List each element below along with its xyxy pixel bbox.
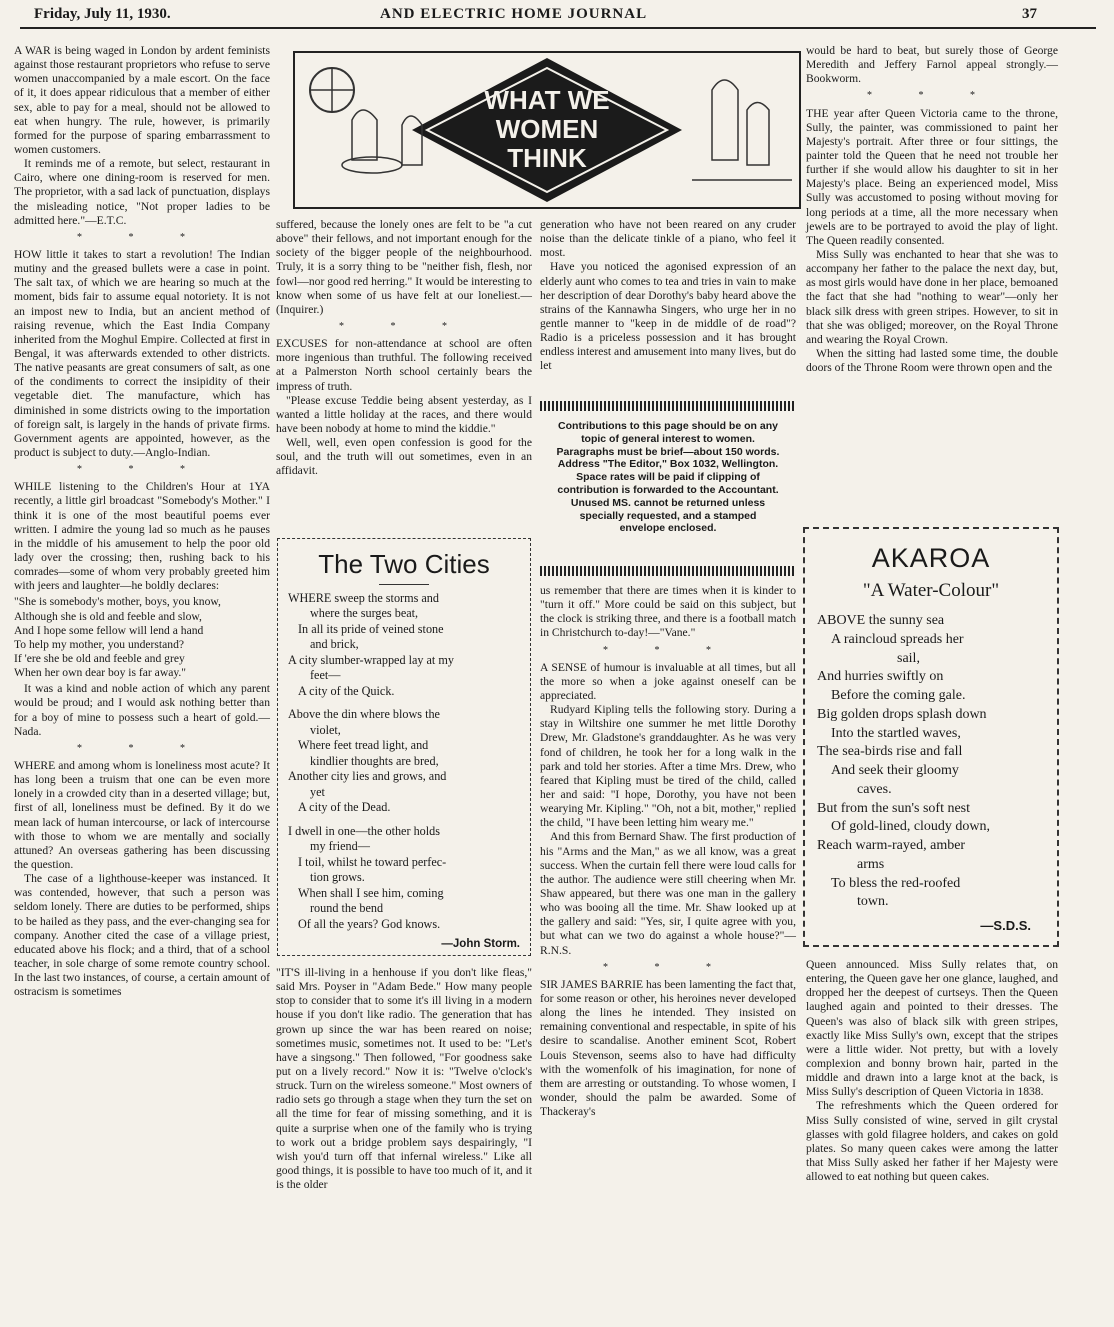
mother-verse	[14, 595, 270, 680]
stanza-gap	[288, 816, 520, 824]
article-kipling: Rudyard Kipling tells the following story. During a stay in Wiltshire one summer he met little Dorothy Drew, Mr. Gladstone's granddaughter. As he was very fond of children, he took her for a long walk in the park and told her stories. After a time Mrs. Drew, who feared that Kipling must be tired of the child, called her and said: "I hope, Dorothy, you have not been wearying Mr. Kipling." "Oh, not a bit, mother," replied the child, "I have been letting him weary me."	[540, 703, 796, 830]
article-remember: us remember that there are times when it is kinder to "turn it off." More could be said on this subject, but the clock is striking three, and there is a football match in Christchurch to-day!—"Vane."	[540, 584, 796, 640]
article-aunt: Have you noticed the agonised expression of an elderly aunt who comes to tea and tries in vain to make her description of dear Dorothy's baby heard above the strains of the Kannawha Singers, who urge her in no gentle manner to "keep in de middle of de road"? Radio is a priceless possession and it has brought endless interest and amusement into many lives, but do let	[540, 260, 796, 373]
verse-line: When her own dear boy is far away."	[14, 666, 187, 680]
article-well: Well, well, even open confession is good for the soul, and the truth will out sometimes, even in an affidavit.	[276, 436, 532, 478]
article-feminists: A WAR is being waged in London by ardent feminists against those restaurant proprietors who refuse to serve women unaccompanied by a male escort. On the face of it, it does appear ridiculous that a member of either sex, able to pay for a meal, should not be allowed to eat when hungry. The rule, however, is primarily formed for the purpose of sparing embarrassment to women customers.	[14, 44, 270, 156]
poem-two-cities-lines	[288, 591, 520, 932]
poem-line: sail,	[897, 650, 920, 666]
divider-stars: * * *	[77, 231, 207, 243]
column-4	[806, 44, 1058, 375]
verse-line: To help my mother, you understand?	[14, 637, 185, 651]
poem-line: town.	[857, 894, 889, 910]
column-2	[276, 218, 532, 479]
divider-stars: * * *	[867, 90, 997, 102]
poem-line: Where feet tread light, and	[298, 738, 429, 753]
poem-line: I dwell in one—the other holds	[288, 823, 440, 838]
poem-line: kindlier thoughts are bred,	[310, 753, 439, 768]
poem-line: violet,	[310, 722, 341, 737]
header-page-number: 37	[1022, 6, 1037, 22]
poem-line: where the surges beat,	[310, 606, 419, 621]
column-4-lower	[806, 958, 1058, 1184]
poem-line: A city of the Quick.	[298, 683, 395, 698]
divider-stars: * * *	[339, 320, 469, 332]
poem-line: But from the sun's soft nest	[817, 800, 971, 816]
article-cairo: It reminds me of a remote, but select, restaurant in Cairo, where one dining-room is reserved for men. The proprietor, with a sad lack of punctuation, displays the misleading notice, "Not proper ladies to be admitted here."—E.T.C.	[14, 157, 270, 227]
poem-line: tion grows.	[310, 870, 365, 885]
verse-line: Although she is old and feeble and slow,	[14, 609, 202, 623]
poem-line: A city slumber-wrapped lay at my	[288, 652, 454, 667]
poem-line: Above the din where blows the	[288, 707, 440, 722]
poem-line: Reach warm-rayed, amber	[817, 838, 966, 853]
stanza-gap	[288, 699, 520, 707]
article-generation: generation who have not been reared on any cruder noise than the delicate tinkle of a piano, who feel it most.	[540, 218, 796, 260]
poem-line: Into the startled waves,	[831, 725, 961, 741]
banner-title: WHAT WE WOMEN THINK	[484, 85, 610, 173]
poem-line: arms	[857, 856, 885, 872]
divider-stars: * * *	[77, 742, 207, 754]
article-mother: WHILE listening to the Children's Hour at 1YA recently, a little girl broadcast "Somebody's Mother." I think it is one of the most beautiful poems ever written. I admire the young lad so much as he pauses in the middle of his amusement to help the poor old lady over the crossing; then, rushing back to his comrades—some of whom very probably greeted him with jeers and laughter—he boldly declares:	[14, 480, 270, 593]
poem-line: Of gold-lined, cloudy down,	[831, 819, 991, 835]
poem-line: caves.	[857, 781, 892, 797]
poem-line: And hurries swiftly on	[817, 669, 944, 685]
poem-line: I toil, whilst he toward perfec-	[298, 854, 447, 869]
column-3-lower	[540, 584, 796, 1119]
article-shaw: And this from Bernard Shaw. The first production of his "Arms and the Man," as we all know, was a great success. When the curtain fell there were loud calls for the author. The audience were still cheering when Mr. Shaw appeared, but there was one man in the gallery who was booing all the time. Mr. Shaw looked up at the gallery and said: "Yes, sir, I quite agree with you, but what can we two do against a whole house?"—R.N.S.	[540, 830, 796, 957]
article-sitting: When the sitting had lasted some time, the double doors of the Throne Room were thrown open and the	[806, 347, 1058, 375]
column-1	[14, 44, 270, 999]
article-henhouse: "IT'S ill-living in a henhouse if you don't like fleas," said Mrs. Poyser in "Adam Bede." How many people stop to consider that to some it's ill living in a modern house if you don't like radio. The generation that has grown up since the war has been reared on noise; sometimes music, sometimes not. It used to be: "Let's have a singsong." Then followed, "For goodness sake put on a lively record." Now it is: "Twelve o'clock's struck. Turn on the wireless someone." Most owners of radio sets go through a stage when they turn the set on all the time for fear of missing something, and it is quite a surprise when one of the family who is trying to work out a bridge problem says despairingly, "I wish you'd turn off that infernal wireless." Like all good things, it is possible to have too much of it, and it is the older	[276, 966, 532, 1192]
divider-stars: * * *	[603, 961, 733, 973]
article-humour: A SENSE of humour is invaluable at all times, but all the more so when a joke against oneself can be appreciated.	[540, 660, 796, 703]
poem-line: ABOVE the sunny sea	[817, 613, 945, 628]
poem-line: When shall I see him, coming	[298, 885, 444, 900]
poem-two-cities-title: The Two Cities	[318, 549, 490, 579]
poem-line: round the bend	[310, 901, 384, 916]
article-salt: HOW little it takes to start a revolution! The Indian mutiny and the greased bullets were a case in point. The salt tax, of which we are hearing so much at the moment, bids fair to assume equal notoriety. It is not an impost new to India, but an ancient method of raising revenue, which the East India Company inherited from the Moghul Empire. Collected at first in Bengal, it was afterwards extended to other districts. The native peasants are great consumers of salt, as one of the condiments to correct the insipidity of their vegetable diet. The manufacture, which has diminished in some districts owing to the importation of foreign salt, is largely in the hands of private firms. Government agents are appointed, however, as the product is subject to duty.—Anglo-Indian.	[14, 248, 270, 459]
poem-line: Before the coming gale.	[831, 688, 966, 703]
header-journal-title: AND ELECTRIC HOME JOURNAL	[380, 6, 648, 22]
column-2-lower	[276, 966, 532, 1192]
article-teddie: "Please excuse Teddie being absent yesterday, as I wanted a little holiday at the races, and there would have been nobody at home to mind the kiddie."	[276, 393, 532, 436]
article-lighthouse: The case of a lighthouse-keeper was instanced. It was contended, however, that such a person was seldom lonely. There are duties to be performed, ships to be hailed as they pass, and the ever-changing sea for company. Another cited the case of a village priest, educated above his flock; and a third, that of a school teacher, in sole charge of some remote country school. In the last two instances, of course, a certain amount of ostracism is sometimes	[14, 872, 270, 999]
poem-akaroa-lines	[817, 612, 1045, 912]
article-mother-end: It was a kind and noble action of which any parent would be proud; and I would ask nothing better than for a boy of mine to possess such a heart of gold.—Nada.	[14, 682, 270, 738]
divider-stars: * * *	[603, 644, 733, 656]
poem-line: Another city lies and grows, and	[288, 769, 447, 784]
poem-line: Big golden drops splash down	[817, 706, 987, 722]
column-3	[540, 218, 796, 374]
poem-line: And seek their gloomy	[831, 763, 959, 778]
article-excuses: EXCUSES for non-attendance at school are often more ingenious than truthful. The following received at a Palmerston North school certainly bears the impress of truth.	[276, 337, 532, 393]
poem-line: The sea-birds rise and fall	[817, 744, 963, 760]
notice-rule-bottom	[540, 566, 796, 576]
verse-line: If 'ere she be old and feeble and grey	[14, 652, 185, 665]
header-rule	[20, 27, 1096, 29]
poem-line: To bless the red-roofed	[831, 875, 961, 891]
article-barrie: SIR JAMES BARRIE has been lamenting the fact that, for some reason or other, his heroines never developed along the lines he intended. They insisted on remaining conventional and respectable, in spite of his desire to scandalise. Another eminent Scot, Robert Louis Stevenson, seems also to have had difficulty with the womenfolk of his imagination, for none of them are arresting or outstanding. To whose women, I wonder, should the palm be awarded. Some of Thackeray's	[540, 977, 796, 1119]
article-meredith: would be hard to beat, but surely those of George Meredith and Jeffery Farnol appeal strongly.—Bookworm.	[806, 44, 1058, 86]
poem-akaroa-box	[803, 527, 1059, 947]
article-refreshments: The refreshments which the Queen ordered for Miss Sully consisted of wine, served in gilt crystal glasses with gold filagree holders, and cakes on gold plates. So many queen cakes were among the latter that Miss Sully asked her father if her Majesty were allowed to eat nothing but queen cakes.	[806, 1099, 1058, 1184]
poem-line: and brick,	[310, 637, 359, 652]
poem-akaroa-author: —S.D.S.	[980, 918, 1031, 933]
poem-line: WHERE sweep the storms and	[288, 591, 439, 605]
verse-line: And I hope some fellow will lend a hand	[14, 623, 204, 637]
banner	[292, 50, 802, 210]
article-announced: Queen announced. Miss Sully relates that, on entering, the Queen gave her one glance, laughed, and dropped her the deepest of curtseys. Then the Queen laughed again and pointed to their dresses. The Queen's was also of black silk with green stripes, exactly like Miss Sully's own, except that the stripes were a little wider. Not pretty, but with a lovely complexion and bonny brown hair, parted in the middle and drawn into a large knot at the back, is Miss Sully's description of Queen Victoria in 1838.	[806, 958, 1058, 1099]
article-lonely: WHERE and among whom is loneliness most acute? It has long been a truism that one can be even more lonely in a crowded city than in a deserted village; but, first of all, loneliness must be defined. By it do we mean lack of human intercourse, or lack of intercourse with those to whom we are mentally and socially attuned? An overseas gathering has been discussing the question.	[14, 759, 270, 872]
poem-line: my friend—	[310, 839, 370, 854]
poem-akaroa-title: AKAROA	[871, 543, 991, 573]
contributions-notice: Contributions to this page should be on any topic of general interest to women. Paragraphs must be brief—about 150 words. Address "The Editor," Box 1032, Wellington. Space rates will be paid if clipping of contribution is forwarded to the Accountant. Unused MS. cannot be returned unless specially requested, and a stamped envelope enclosed.	[556, 420, 780, 535]
poem-two-cities-author: —John Storm.	[441, 938, 520, 951]
divider-stars: * * *	[77, 464, 207, 476]
notice-rule-top	[540, 401, 796, 411]
poem-akaroa-subtitle: "A Water-Colour"	[862, 580, 1000, 601]
title-rule	[379, 584, 429, 585]
poem-line: In all its pride of veined stone	[298, 621, 444, 636]
poem-line: yet	[310, 784, 325, 799]
article-victoria: THE year after Queen Victoria came to the throne, Sully, the painter, was commissioned to paint her Majesty's portrait. After three or four sittings, the painter told the Queen that he need not trouble her further if she would allow his daughter to sit in her Majesty's place. Being an experienced model, Miss Sully was accustomed to posing without moving for long periods at a time, all the more necessary when jewels are to be portrayed to avoid the play of light. The Queen readily consented.	[806, 106, 1058, 247]
article-suffered: suffered, because the lonely ones are felt to be "a cut above" their fellows, and not important enough for the society of the bigger people of the neighbourhood. Truly, it is a sorry thing to be "neither fish, flesh, nor fowl—nor good red herring." It would be interesting to know when some of us have felt at our loneliest.—(Inquirer.)	[276, 218, 532, 316]
poem-line: A raincloud spreads her	[831, 631, 964, 647]
poem-line: feet—	[310, 668, 341, 683]
verse-line: "She is somebody's mother, boys, you know,	[14, 595, 221, 609]
poem-line: A city of the Dead.	[298, 800, 391, 815]
header-date: Friday, July 11, 1930.	[34, 6, 171, 22]
poem-line: Of all the years? God knows.	[298, 916, 441, 931]
article-enchanted: Miss Sully was enchanted to hear that she was to accompany her father to the palace the next day, but, as most girls would have done in her place, bemoaned the fact that she had "nothing to wear"—only her black silk dress with green stripes. However, to sit in that she was obliged; moreover, on the Royal Throne and wearing the Royal Crown.	[806, 248, 1058, 346]
poem-two-cities-box	[277, 538, 531, 956]
